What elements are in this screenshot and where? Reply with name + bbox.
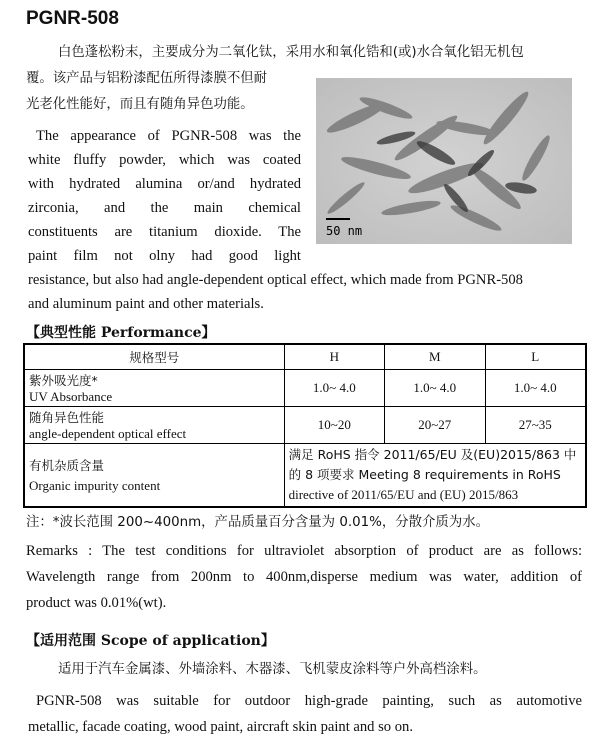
impurity-line: 的 8 项要求 Meeting 8 requirements in RoHS	[288, 467, 561, 482]
row-label-cn: 有机杂质含量	[29, 458, 105, 473]
table-row	[24, 444, 586, 508]
row-label	[24, 370, 284, 407]
remarks-line: Wavelength range from 200nm to 400nm,disperse medium was water, addition of	[26, 569, 582, 585]
row-label-cn: 随角异色性能	[29, 410, 105, 425]
table-header-row	[24, 344, 586, 370]
scale-label: 50 nm	[326, 224, 363, 238]
intro-en-line: zirconia, and the main chemical	[28, 200, 301, 216]
header-h: H	[284, 344, 384, 370]
header-spec: 规格型号	[24, 344, 284, 370]
table-row	[24, 407, 586, 444]
row-label-cn: 紫外吸光度*	[29, 373, 98, 388]
scope-cn: 适用于汽车金属漆、外墙涂料、木器漆、飞机蒙皮涂料等户外高档涂料。	[58, 662, 487, 677]
row-label-en: UV Absorbance	[29, 389, 113, 404]
intro-en-line: constituents are titanium dioxide. The	[28, 224, 301, 240]
performance-heading: 【典型性能 Performance】	[26, 325, 216, 341]
header-l: L	[485, 344, 586, 370]
impurity-line: directive of 2011/65/EU and (EU) 2015/863	[288, 487, 519, 502]
intro-en-wide	[28, 268, 584, 316]
row-label	[24, 444, 284, 508]
tem-micrograph-image	[316, 78, 572, 244]
intro-en-narrow	[28, 124, 301, 268]
cell-l: 27~35	[485, 407, 586, 444]
row-label-en: Organic impurity content	[29, 478, 161, 493]
scale-bar	[326, 218, 350, 220]
cell-h: 1.0~ 4.0	[284, 370, 384, 407]
remarks-line: product was 0.01%(wt).	[26, 595, 167, 611]
intro-en-line: paint film not olny had good light	[28, 248, 301, 264]
product-title: PGNR-508	[26, 8, 119, 29]
remarks-line: Remarks : The test conditions for ultraviolet absorption of product are as follows:	[26, 543, 582, 559]
row-label	[24, 407, 284, 444]
impurity-value	[284, 444, 586, 508]
scope-en-line: PGNR-508 was suitable for outdoor high-grade painting, such as automotive	[36, 693, 582, 709]
intro-cn-line-3: 光老化性能好，而且有随角异色功能。	[26, 97, 254, 112]
header-m: M	[385, 344, 485, 370]
table-row	[24, 370, 586, 407]
intro-en-line: white fluffy powder, which was coated	[28, 152, 301, 168]
intro-en-line: The appearance of PGNR-508 was the	[36, 128, 301, 144]
intro-cn-line-2: 覆。该产品与铝粉漆配伍所得漆膜不但耐	[26, 71, 268, 86]
cell-h: 10~20	[284, 407, 384, 444]
impurity-line: 满足 RoHS 指令 2011/65/EU 及(EU)2015/863 中	[288, 447, 577, 462]
intro-en-line: resistance, but also had angle-dependent optical effect, which made from PGNR-508	[28, 272, 523, 288]
tem-particles-graphic	[316, 78, 572, 244]
scope-heading: 【适用范围 Scope of application】	[26, 633, 275, 649]
performance-table	[23, 343, 587, 508]
row-label-en: angle-dependent optical effect	[29, 426, 187, 441]
intro-cn-line-1: 白色蓬松粉末，主要成分为二氧化钛，采用水和氧化锆和(或)水合氧化铝无机包	[58, 45, 524, 60]
note-cn: 注：*波长范围 200~400nm，产品质量百分含量为 0.01%，分散介质为水。	[26, 515, 489, 530]
intro-en-line: with hydrated alumina or/and hydrated	[28, 176, 301, 192]
intro-en-line: and aluminum paint and other materials.	[28, 296, 264, 312]
scope-en	[28, 688, 582, 740]
cell-l: 1.0~ 4.0	[485, 370, 586, 407]
scope-en-line: metallic, facade coating, wood paint, aircraft skin paint and so on.	[28, 719, 413, 735]
cell-m: 20~27	[385, 407, 485, 444]
cell-m: 1.0~ 4.0	[385, 370, 485, 407]
remarks	[26, 538, 582, 616]
